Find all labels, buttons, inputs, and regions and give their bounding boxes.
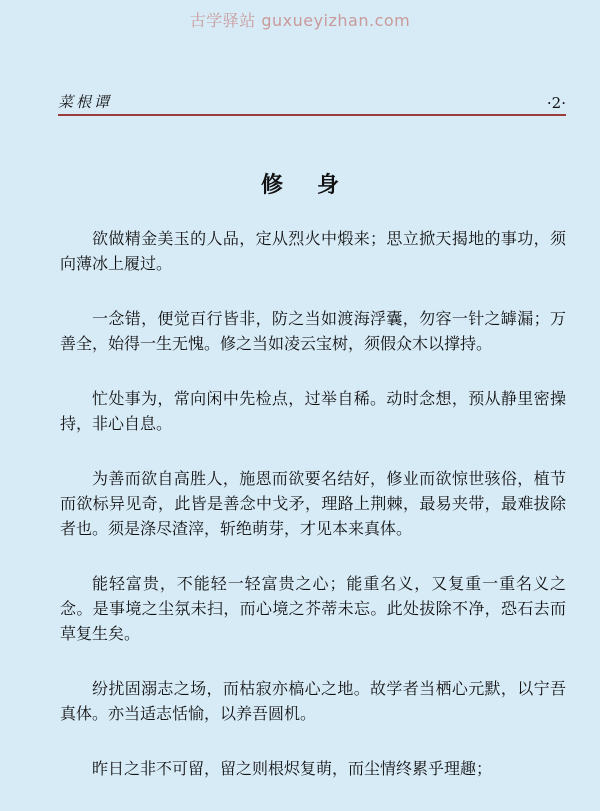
paragraph: 能轻富贵，不能轻一轻富贵之心；能重名义，又复重一重名义之念。是事境之尘氛未扫，而心境之芥蒂未忘。此处拔除不净，恐石去而草复生矣。: [60, 574, 566, 643]
body-text: [60, 226, 566, 811]
running-header: [58, 92, 566, 116]
page-number: ·2·: [546, 94, 566, 112]
section-title: 修身: [260, 173, 373, 198]
paragraph: 忙处事为，常向闲中先检点，过举自稀。动时念想，预从静里密操持，非心自息。: [60, 389, 566, 433]
paragraph: 一念错，便觉百行皆非，防之当如渡海浮囊，勿容一针之罅漏；万善全，始得一生无愧。修之当如凌云宝树，须假众木以撑持。: [60, 309, 566, 353]
paragraph: 为善而欲自高胜人，施恩而欲要名结好，修业而欲惊世骇俗，植节而欲标异见奇，此皆是善念中戈矛，理路上荆棘，最易夹带，最难拔除者也。须是涤尽渣滓，斩绝萌芽，才见本来真体。: [60, 469, 566, 538]
header-rule: [58, 114, 566, 116]
site-watermark: 古学驿站 guxueyizhan.com: [189, 11, 411, 30]
paragraph: 昨日之非不可留，留之则根烬复萌，而尘情终累乎理趣；: [92, 759, 493, 778]
book-title: 菜根谭: [58, 93, 113, 111]
paragraph: 欲做精金美玉的人品，定从烈火中煅来；思立掀天揭地的事功，须向薄冰上履过。: [60, 229, 566, 273]
paragraph: 纷扰固溺志之场，而枯寂亦槁心之地。故学者当栖心元默，以宁吾真体。亦当适志恬愉，以养吾圆机。: [60, 679, 566, 723]
